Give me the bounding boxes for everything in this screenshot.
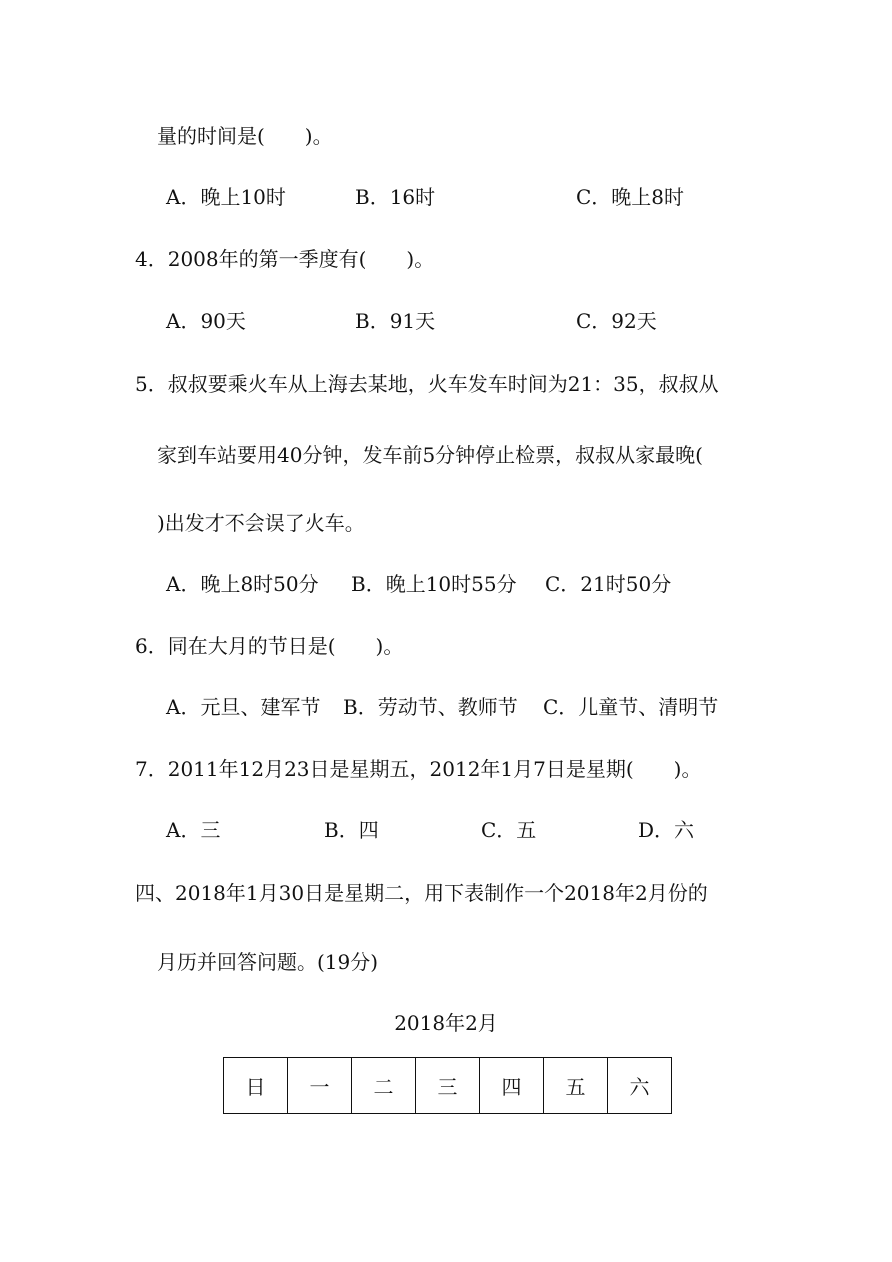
q5-line-3: )出发才不会误了火车。 bbox=[157, 511, 365, 535]
section4-line-2: 月历并回答问题。(19分) bbox=[157, 950, 379, 974]
q7-option-b: B．四 bbox=[324, 818, 379, 842]
q5-line-1: 5．叔叔要乘火车从上海去某地，火车发车时间为21：35，叔叔从 bbox=[135, 372, 719, 396]
q4-text: 4．2008年的第一季度有( )。 bbox=[135, 247, 435, 271]
q5-option-b: B．晚上10时55分 bbox=[351, 572, 517, 596]
q7-text: 7．2011年12月23日是星期五，2012年1月7日是星期( )。 bbox=[135, 757, 702, 781]
q4-option-a: A．90天 bbox=[166, 309, 246, 333]
q3-option-c: C．晚上8时 bbox=[576, 185, 685, 209]
section4-line-1: 四、2018年1月30日是星期二，用下表制作一个2018年2月份的 bbox=[135, 881, 708, 905]
weekday-tue: 二 bbox=[352, 1058, 416, 1114]
calendar-title: 2018年2月 bbox=[394, 1011, 498, 1035]
q6-option-b: B．劳动节、教师节 bbox=[343, 695, 518, 719]
q3-option-b: B．16时 bbox=[355, 185, 436, 209]
weekday-thu: 四 bbox=[480, 1058, 544, 1114]
weekday-sun: 日 bbox=[224, 1058, 288, 1114]
q6-text: 6．同在大月的节日是( )。 bbox=[135, 634, 404, 658]
q5-option-a: A．晚上8时50分 bbox=[166, 572, 319, 596]
q6-option-a: A．元旦、建军节 bbox=[166, 695, 321, 719]
weekday-wed: 三 bbox=[416, 1058, 480, 1114]
weekday-mon: 一 bbox=[288, 1058, 352, 1114]
q7-option-a: A．三 bbox=[166, 818, 221, 842]
q4-option-c: C．92天 bbox=[576, 309, 657, 333]
q5-option-c: C．21时50分 bbox=[545, 572, 672, 596]
q7-option-c: C．五 bbox=[481, 818, 537, 842]
calendar-table bbox=[223, 1057, 672, 1114]
q3-text: 量的时间是( )。 bbox=[157, 124, 333, 148]
weekday-fri: 五 bbox=[544, 1058, 608, 1114]
q5-line-2: 家到车站要用40分钟，发车前5分钟停止检票，叔叔从家最晚( bbox=[157, 443, 703, 467]
q6-option-c: C．儿童节、清明节 bbox=[543, 695, 719, 719]
weekday-sat: 六 bbox=[608, 1058, 672, 1114]
calendar-weekday-row bbox=[224, 1058, 672, 1114]
q7-option-d: D．六 bbox=[638, 818, 695, 842]
q4-option-b: B．91天 bbox=[355, 309, 436, 333]
q3-option-a: A．晚上10时 bbox=[166, 185, 286, 209]
